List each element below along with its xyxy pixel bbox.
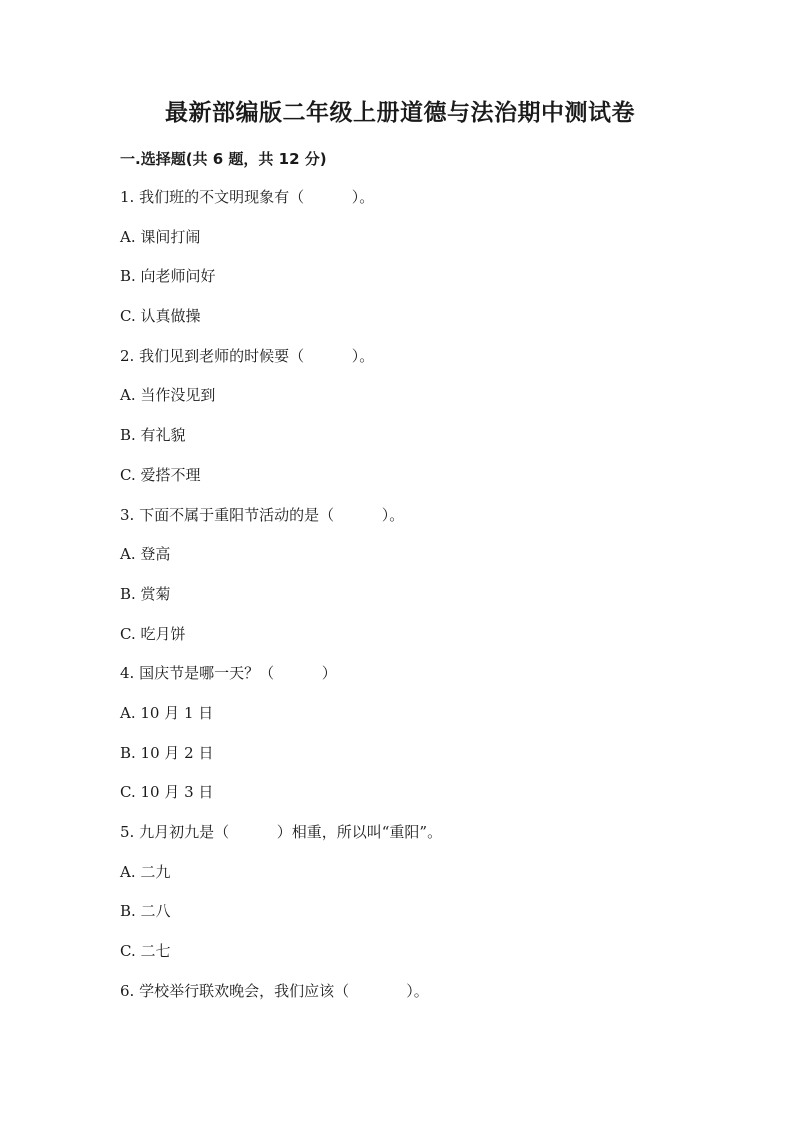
question-stem: 1. 我们班的不文明现象有（ ）。 bbox=[120, 188, 375, 206]
answer-option: B. 10 月 2 日 bbox=[120, 743, 214, 762]
answer-option: B. 向老师问好 bbox=[120, 267, 216, 286]
exam-title: 最新部编版二年级上册道德与法治期中测试卷 bbox=[165, 99, 635, 126]
question-stem: 3. 下面不属于重阳节活动的是（ ）。 bbox=[120, 505, 405, 524]
question-stem: 4. 国庆节是哪一天？（ ） bbox=[120, 664, 337, 683]
answer-option: B. 二八 bbox=[120, 902, 171, 921]
question-stem: 2. 我们见到老师的时候要（ ）。 bbox=[120, 346, 375, 365]
answer-option: A. 二九 bbox=[120, 862, 171, 881]
answer-option: A. 10 月 1 日 bbox=[120, 703, 214, 722]
answer-option: A. 课间打闹 bbox=[120, 227, 201, 246]
answer-option: C. 认真做操 bbox=[120, 307, 201, 326]
answer-option: C. 10 月 3 日 bbox=[120, 783, 214, 802]
answer-option: B. 赏菊 bbox=[120, 584, 171, 603]
answer-option: C. 吃月饼 bbox=[120, 624, 186, 643]
answer-option: A. 登高 bbox=[120, 545, 171, 564]
answer-option: A. 当作没见到 bbox=[120, 386, 216, 405]
answer-option: C. 二七 bbox=[120, 942, 171, 961]
answer-option: B. 有礼貌 bbox=[120, 426, 186, 445]
answer-option: C. 爱搭不理 bbox=[120, 465, 201, 484]
question-list bbox=[120, 186, 720, 1019]
question-stem: 6. 学校举行联欢晚会，我们应该（ ）。 bbox=[120, 981, 429, 1000]
section-heading: 一.选择题(共 6 题，共 12 分) bbox=[120, 150, 327, 168]
question-stem: 5. 九月初九是（ ）相重，所以叫“重阳”。 bbox=[120, 823, 443, 841]
